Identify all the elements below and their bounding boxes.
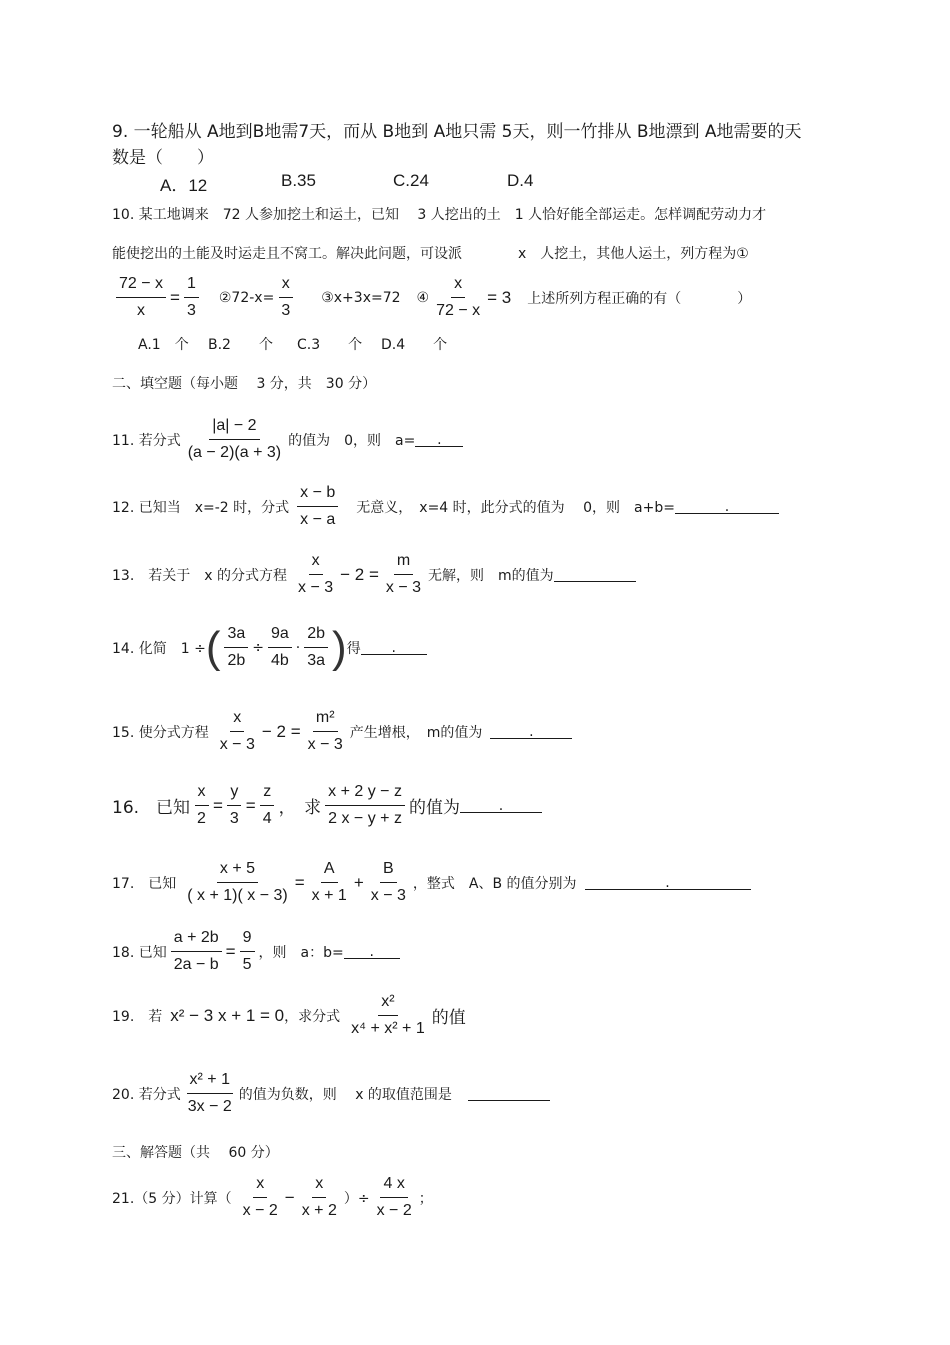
q10-option-a: A.1 个: [138, 337, 189, 353]
q10-eq2-lead: ②72-x=: [218, 289, 275, 306]
plus-sign: +: [353, 872, 364, 892]
q16-tail: 的值为: [408, 798, 460, 818]
q10-question: 上述所列方程正确的有（ ）: [527, 290, 752, 307]
minus-sign: −: [284, 1187, 295, 1207]
q9-option-c: C.24: [393, 171, 429, 190]
q10-eq4-frac: $\frac{x}{72 - x}$: [436, 275, 481, 319]
q14-fraction-3: $\frac{2b}{3a}$: [304, 624, 328, 671]
q10-eq4-lead: ④: [416, 289, 430, 306]
q16-lead: 16. 已知: [112, 798, 191, 818]
q21-close: ）÷: [343, 1190, 370, 1207]
q21-fraction-c: $\frac{4 x}{x - 2}$: [376, 1175, 412, 1219]
q21-lead: 21.（5 分）计算（: [112, 1190, 232, 1207]
q18: [112, 928, 400, 975]
q11-fraction: $\frac{|a| - 2}{(a - 2)(a + 3)}$: [187, 417, 282, 461]
q10-option-b: B.2 个: [208, 337, 273, 353]
q13-fraction-left: $\frac{x}{x - 3}$: [298, 552, 334, 596]
q12-fraction: $\frac{x - b}{x - a}$: [297, 483, 338, 530]
equals-sign: =: [245, 795, 256, 815]
q16-ratio-y: $\frac{y}{3}$: [227, 782, 242, 829]
q15-answer-blank[interactable]: .: [490, 724, 572, 739]
q17-tail: ，整式 A、B 的值分别为: [412, 875, 577, 892]
q16-mid: ， 求: [278, 798, 322, 818]
q18-tail: ，则 a：b=: [258, 944, 344, 961]
equals-sign: =: [170, 287, 180, 307]
q10-eq4-tail: = 3: [487, 287, 512, 307]
q9-line2: 数是（ ）: [112, 148, 214, 168]
q10-eq2-frac: $\frac{x}{3}$: [278, 274, 293, 321]
equals-sign: =: [212, 795, 223, 815]
q20-tail: 的值为负数，则 x 的取值范围是: [238, 1086, 452, 1103]
equals-sign: =: [294, 872, 305, 892]
q13-mid: − 2 =: [340, 564, 379, 584]
q18-answer-blank[interactable]: .: [344, 944, 400, 959]
q19-equation: x² − 3 x + 1 = 0: [170, 1005, 285, 1025]
q12-lead: 12. 已知当 x=-2 时，分式: [112, 499, 290, 516]
q17-fraction-b: $\frac{B}{x - 3}$: [370, 860, 406, 904]
q11-lead: 11. 若分式: [112, 432, 181, 449]
q19-fraction: $\frac{\text{x²}}{\text{x⁴ + x² + 1}}$: [351, 993, 425, 1037]
dot-sign: ·: [295, 639, 301, 656]
q13: [112, 551, 636, 598]
q15-fraction-right: $\frac{\text{m²}}{x - 3}$: [307, 709, 343, 753]
q20-fraction: $\frac{\text{x² + 1}}{3x - 2}$: [187, 1071, 232, 1115]
section-2-heading: 二、填空题（每小题 3 分，共 30 分）: [112, 376, 377, 392]
q14-tail: 得: [346, 640, 361, 657]
q14: [112, 624, 427, 671]
q20-answer-blank[interactable]: [468, 1086, 550, 1101]
q14-fraction-2: $\frac{9a}{4b}$: [268, 624, 292, 671]
q19: [112, 992, 466, 1039]
q15: [112, 708, 572, 755]
q13-tail: 无解，则 m的值为: [428, 567, 554, 584]
q21-fraction-b: $\frac{x}{x + 2}$: [301, 1175, 337, 1219]
q10-eq1-rhs: $\frac{1}{3}$: [184, 274, 199, 321]
q10-equations: [112, 274, 751, 321]
q19-lead: 19. 若: [112, 1008, 163, 1025]
q14-answer-blank[interactable]: .: [361, 640, 427, 655]
q11-tail: 的值为 0，则 a=: [288, 432, 416, 449]
right-paren: ): [332, 622, 347, 672]
q18-fraction-right: $\frac{9}{5}$: [240, 928, 255, 975]
q20-lead: 20. 若分式: [112, 1086, 181, 1103]
q12-tail: 无意义， x=4 时，此分式的值为 0，则 a+b=: [342, 499, 675, 516]
q12: [112, 483, 779, 530]
q10-eq1-lhs: $\frac{72 - x}{x}$: [116, 274, 166, 321]
q17: [112, 859, 751, 906]
q21-fraction-a: $\frac{x}{x - 2}$: [242, 1175, 278, 1219]
q17-lead: 17. 已知: [112, 875, 177, 892]
divide-sign: ÷: [252, 639, 264, 656]
q18-fraction-left: $\frac{a + 2b}{2a - b}$: [171, 928, 222, 975]
q14-fraction-1: $\frac{3a}{2b}$: [224, 624, 248, 671]
q20: [112, 1070, 550, 1117]
q18-lead: 18. 已知: [112, 944, 167, 961]
q15-tail: 产生增根， m的值为: [349, 724, 483, 741]
q9-option-a: A．12: [160, 176, 208, 195]
q16-ratio-z: $\frac{z}{4}$: [260, 782, 275, 829]
section-3-heading: 三、解答题（共 60 分）: [112, 1145, 279, 1161]
q16-ratio-x: $\frac{x}{2}$: [194, 782, 209, 829]
q10-line1: 10. 某工地调来 72 人参加挖土和运土，已知 3 人挖出的土 1 人恰好能全部运走。怎样调配劳动力才: [112, 207, 767, 223]
q13-answer-blank[interactable]: [554, 567, 636, 582]
q9-line1: 9. 一轮船从 A地到B地需7天，而从 B地到 A地只需 5天，则一竹排从 B地漂到 A地需要的天: [112, 122, 802, 142]
q21: [112, 1174, 433, 1221]
q11: [112, 416, 463, 463]
q17-fraction-a: $\frac{A}{x + 1}$: [311, 860, 347, 904]
q14-lead: 14. 化简 1 ÷: [112, 640, 206, 657]
q12-answer-blank[interactable]: .: [675, 499, 779, 514]
q10-option-c: C.3 个: [297, 337, 363, 353]
q16-fraction: $\frac{x + 2 y - z}{2 x - y + z}$: [325, 782, 405, 829]
q21-tail: ；: [418, 1190, 433, 1207]
q17-fraction-left: $\frac{x + 5}{( x + 1)( x - 3)}$: [187, 860, 288, 904]
q9-option-b: B.35: [281, 171, 316, 190]
q13-fraction-right: $\frac{m}{x - 3}$: [385, 552, 422, 596]
q15-mid: − 2 =: [261, 721, 301, 741]
q9-option-d: D.4: [507, 171, 534, 190]
q19-tail: 的值: [431, 1008, 466, 1028]
q10-eq3: ③x+3x=72: [321, 289, 401, 306]
q16: [112, 782, 542, 829]
q11-answer-blank[interactable]: .: [415, 432, 463, 447]
q13-lead: 13. 若关于 x 的分式方程: [112, 567, 287, 584]
equals-sign: =: [225, 941, 236, 961]
q17-answer-blank[interactable]: .: [585, 875, 751, 890]
q15-lead: 15. 使分式方程: [112, 724, 209, 741]
q10-option-d: D.4 个: [381, 337, 448, 353]
q16-answer-blank[interactable]: .: [460, 798, 542, 813]
q15-fraction-left: $\frac{x}{x - 3}$: [219, 709, 255, 753]
q10-line2: 能使挖出的土能及时运走且不窝工。解决此问题，可设派 x 人挖土，其他人运土，列方程为①: [112, 246, 749, 262]
left-paren: (: [205, 622, 221, 672]
q19-mid: ，求分式: [284, 1008, 341, 1025]
